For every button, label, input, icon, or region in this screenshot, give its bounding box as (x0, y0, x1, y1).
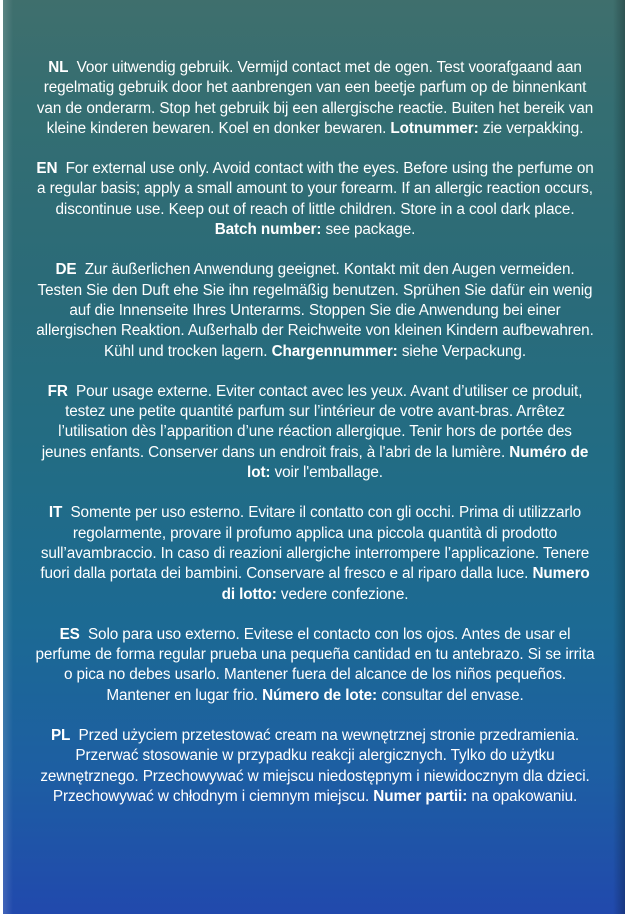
batch-value: siehe Verpackung. (401, 342, 526, 360)
language-code: IT (48, 504, 63, 522)
section-it (35, 503, 595, 604)
section-text: Przed użyciem przetestować cream na wewnętrznej stronie przedramienia. Przerwać stosowanie w przypadku reakcji alergicznych. Tylko do użytku zewnętrznego. Przechowywać w miejscu niedostępnym i niewidocznym dla dzieci. Przechowywać w chłodnym i ciemnym miejscu. (40, 727, 590, 805)
section-nl (35, 58, 595, 139)
language-code: NL (48, 59, 69, 76)
section-text: Pour usage externe. Eviter contact avec les yeux. Avant d’utiliser ce produit, testez une petite quantité parfum sur l’intérieur de votre avant-bras. Arrêtez l’utilisation dès l’apparition d’une réaction allergique. Tenir hors de portée des jeunes enfants. Conserver dans un endroit frais, à l'abri de la lumière. (41, 382, 583, 461)
section-text: Zur äußerlichen Anwendung geeignet. Kontakt mit den Augen vermeiden. Testen Sie den Duft ehe Sie ihn regelmäßig benutzen. Sprühen Sie dafür ein wenig auf die Innenseite Ihres Unterarms. Stoppen Sie die Anwendung bei einer allergischen Reaktion. Außerhalb der Reichweite von kleinen Kindern aufbewahren. Kühl und trocken lagern. (36, 261, 594, 360)
section-text: For external use only. Avoid contact with the eyes. Before using the perfume on a regular basis; apply a small amount to your forearm. If an allergic reaction occurs, discontinue use. Keep out of reach of little children. Store in a cool dark place. (37, 160, 594, 218)
section-pl (35, 726, 595, 807)
language-code: ES (59, 625, 80, 643)
batch-label: Chargennummer: (271, 342, 398, 360)
batch-value: zie verpakking. (482, 119, 584, 137)
package-panel (3, 0, 625, 914)
language-code: DE (55, 261, 77, 279)
section-text: Voor uitwendig gebruik. Vermijd contact met de ogen. Test voorafgaand aan regelmatig gebruik door het aanbrengen van een beetje parfum op de binnenkant van de onderarm. Stop het gebruik bij een allergische reactie. Buiten het bereik van kleine kinderen bewaren. Koel en donker bewaren. (36, 59, 594, 137)
batch-label: Numero di lotto: (221, 565, 590, 603)
batch-value: voir l'emballage. (274, 464, 383, 482)
batch-value: vedere confezione. (280, 585, 409, 603)
language-code: FR (47, 382, 68, 400)
section-en (35, 159, 595, 240)
batch-label: Batch number: (214, 221, 322, 239)
section-text: Solo para uso externo. Evitese el contacto con los ojos. Antes de usar el perfume de forma regular prueba una pequeña cantidad en tu antebrazo. Si se irrita o pica no debes usarlo. Mantener fuera del alcance de los niños pequeños. Mantener en lugar frio. (35, 625, 595, 704)
language-code: PL (50, 727, 71, 745)
batch-label: Lotnummer: (390, 119, 479, 137)
batch-label: Numéro de lot: (247, 443, 589, 482)
batch-label: Número de lote: (262, 686, 378, 704)
batch-value: consultar del envase. (381, 686, 524, 704)
section-text: Somente per uso esterno. Evitare il contatto con gli occhi. Prima di utilizzarlo regolarmente, provare il profumo applica una piccola quantità di prodotto sull’avambraccio. In caso di reazioni allergiche interrompere l’applicazione. Tenere fuori dalla portata dei bambini. Conservare al fresco e al riparo dalla luce. (40, 504, 590, 583)
batch-label: Numer partii: (373, 787, 468, 805)
language-code: EN (36, 160, 58, 178)
panel-left-edge (3, 0, 13, 914)
section-fr (35, 382, 595, 483)
section-es (35, 625, 595, 706)
section-de (35, 260, 595, 361)
warning-text-block (35, 58, 595, 827)
panel-right-edge (613, 0, 625, 914)
batch-value: see package. (325, 221, 416, 239)
batch-value: na opakowaniu. (471, 787, 578, 805)
